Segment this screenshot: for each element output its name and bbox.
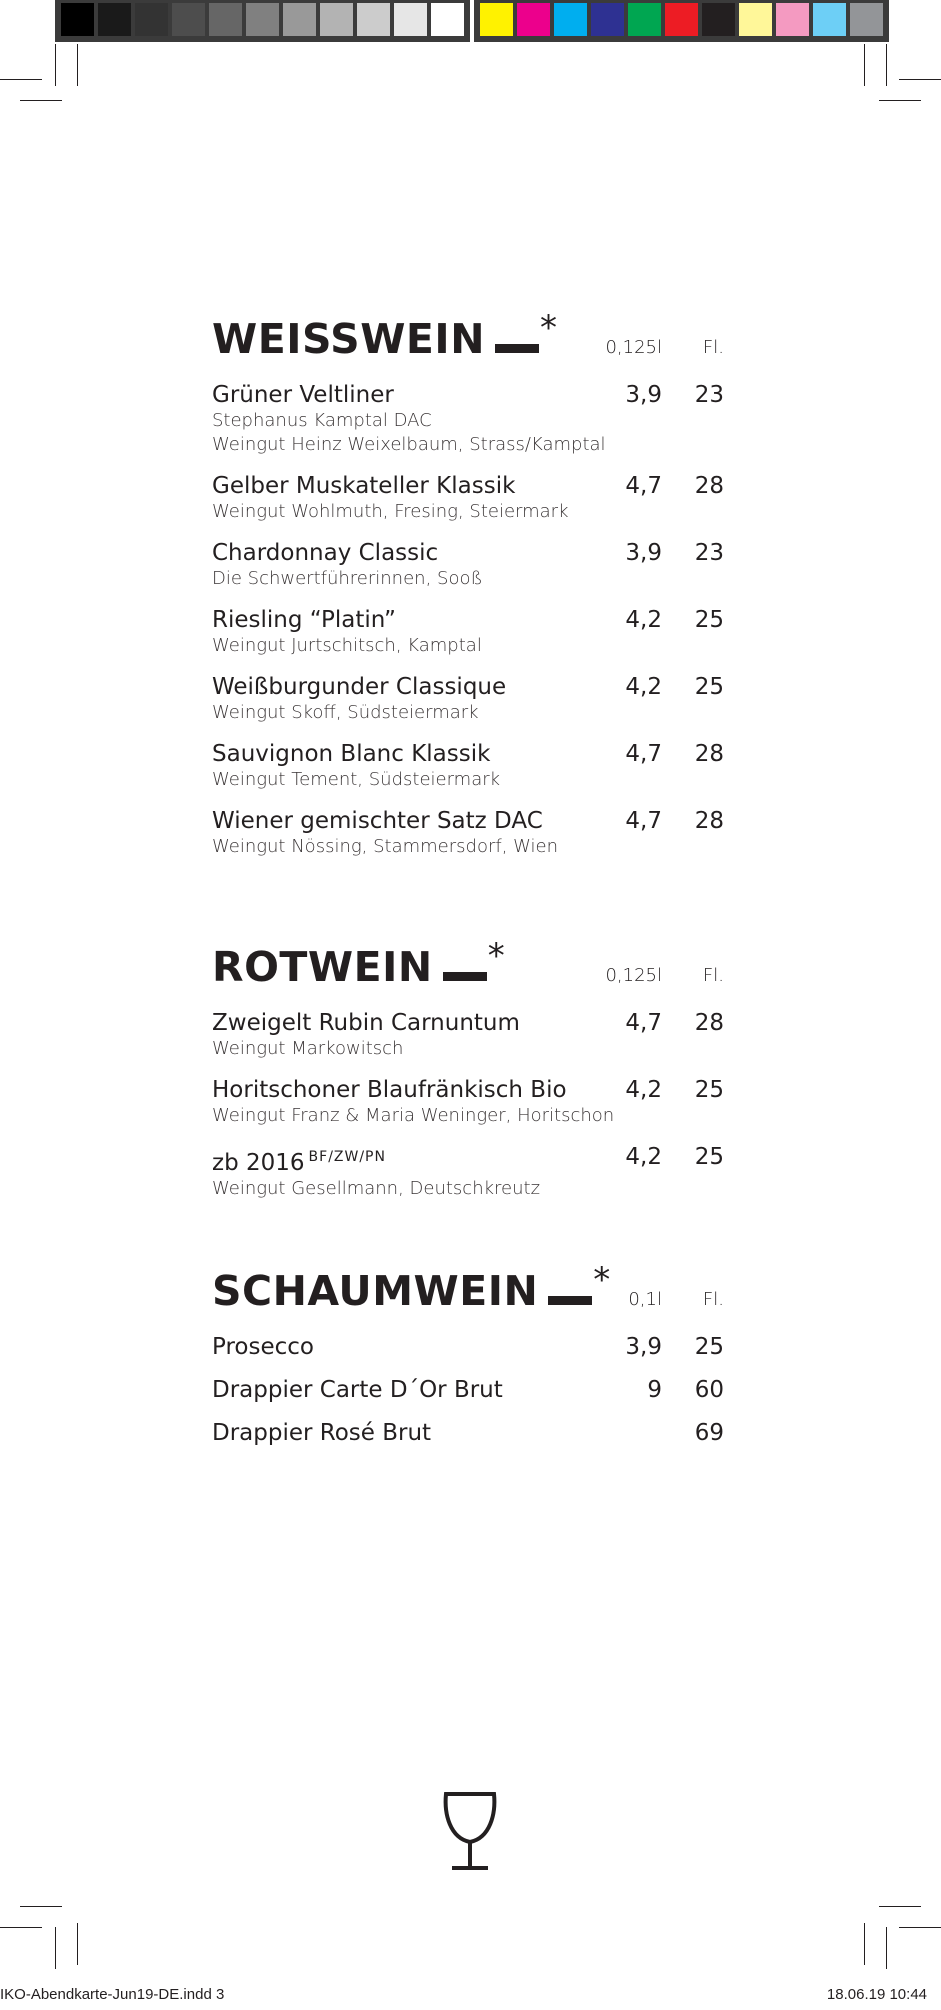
grayscale-color-bar [55, 0, 470, 42]
bottle-header: Fl. [702, 337, 724, 358]
color-swatch [172, 3, 205, 36]
bottle-price: 69 [694, 1420, 724, 1446]
bottle-price: 28 [694, 1010, 724, 1036]
color-swatch [813, 3, 846, 36]
glass-price: 4,7 [625, 1010, 662, 1036]
crop-mark [879, 100, 921, 101]
dash-mark [443, 972, 487, 981]
item-name-text: Sauvignon Blanc Klassik [212, 741, 491, 767]
asterisk: * [487, 936, 506, 976]
crop-mark [0, 79, 42, 80]
item-name-text: Weißburgunder Classique [212, 674, 507, 700]
menu-item [212, 606, 724, 658]
section-header [212, 310, 724, 366]
color-swatch [394, 3, 427, 36]
menu-item [212, 740, 724, 792]
bottle-header: Fl. [702, 965, 724, 986]
crop-mark [899, 79, 941, 80]
section-title [212, 308, 558, 363]
item-name-text: Riesling “Platin” [212, 607, 396, 633]
section-title-text: WEISSWEIN [212, 315, 486, 363]
menu-item [212, 807, 724, 859]
crop-mark [864, 44, 865, 86]
crop-mark [55, 44, 56, 86]
color-swatch [357, 3, 390, 36]
bottle-price: 28 [694, 808, 724, 834]
item-producer: Weingut Skoff, Südsteiermark [212, 702, 479, 723]
item-name-text: Grüner Veltliner [212, 382, 394, 408]
item-name-text: Prosecco [212, 1334, 314, 1360]
menu-item [212, 381, 724, 457]
item-name-text: Chardonnay Classic [212, 540, 439, 566]
color-swatch [320, 3, 353, 36]
menu-item [212, 1143, 724, 1201]
color-swatch [480, 3, 513, 36]
crop-mark [879, 1906, 921, 1907]
menu-item [212, 1376, 724, 1404]
bottle-price: 25 [694, 1144, 724, 1170]
menu-item [212, 1076, 724, 1128]
crop-mark [77, 1923, 78, 1965]
glass-price: 4,7 [625, 741, 662, 767]
item-producer: Stephanus Kamptal DAC [212, 410, 432, 431]
glass-price: 3,9 [625, 1334, 662, 1360]
bottle-price: 23 [694, 540, 724, 566]
process-color-bar [474, 0, 889, 42]
wine-glass-icon [440, 1790, 500, 1876]
section-header [212, 938, 724, 994]
glass-price: 4,2 [625, 1077, 662, 1103]
item-producer: Weingut Markowitsch [212, 1038, 404, 1059]
crop-mark [886, 44, 887, 86]
color-swatch [739, 3, 772, 36]
color-swatch [702, 3, 735, 36]
color-swatch [98, 3, 131, 36]
item-name-text: Drappier Rosé Brut [212, 1420, 432, 1446]
menu-section-rotwein [212, 938, 724, 1201]
glass-size-header: 0,125l [605, 337, 662, 358]
bottle-price: 25 [694, 1077, 724, 1103]
bottle-price: 28 [694, 741, 724, 767]
crop-mark [886, 1927, 887, 1969]
grape-abbrev: BF/ZW/PN [308, 1149, 386, 1165]
item-producer: Weingut Heinz Weixelbaum, Strass/Kamptal [212, 434, 606, 455]
section-title-text: SCHAUMWEIN [212, 1267, 539, 1315]
bottle-price: 25 [694, 674, 724, 700]
bottle-price: 25 [694, 607, 724, 633]
bottle-price: 28 [694, 473, 724, 499]
color-swatch [850, 3, 883, 36]
item-producer: Weingut Franz & Maria Weninger, Horitschon [212, 1105, 615, 1126]
file-slug: IKO-Abendkarte-Jun19-DE.indd 3 [0, 1986, 225, 2003]
bottle-header: Fl. [702, 1289, 724, 1310]
item-name-text: Wiener gemischter Satz DAC [212, 808, 543, 834]
crop-mark [899, 1927, 941, 1928]
crop-mark [20, 100, 62, 101]
color-swatch [776, 3, 809, 36]
color-swatch [517, 3, 550, 36]
color-swatch [61, 3, 94, 36]
glass-price: 4,7 [625, 808, 662, 834]
glass-price: 3,9 [625, 540, 662, 566]
crop-mark [55, 1927, 56, 1969]
color-swatch [431, 3, 464, 36]
color-swatch [628, 3, 661, 36]
glass-price: 3,9 [625, 382, 662, 408]
menu-item [212, 1333, 724, 1361]
item-producer: Weingut Wohlmuth, Fresing, Steiermark [212, 501, 569, 522]
asterisk: * [593, 1260, 611, 1300]
glass-price: 4,2 [625, 674, 662, 700]
section-title [212, 1260, 611, 1315]
item-producer: Die Schwertführerinnen, Sooß [212, 568, 483, 589]
color-swatch [283, 3, 316, 36]
color-swatch [246, 3, 279, 36]
dash-mark [495, 344, 539, 353]
item-name-text: Drappier Carte D´Or Brut [212, 1377, 503, 1403]
menu-section-schaumwein [212, 1262, 724, 1447]
color-swatch [554, 3, 587, 36]
bottle-price: 60 [694, 1377, 724, 1403]
item-producer: Weingut Tement, Südsteiermark [212, 769, 501, 790]
color-swatch [591, 3, 624, 36]
dash-mark [548, 1296, 592, 1305]
glass-price: 9 [647, 1377, 662, 1403]
item-name-text: Horitschoner Blaufränkisch Bio [212, 1077, 567, 1103]
crop-mark [77, 44, 78, 86]
menu-item [212, 1009, 724, 1061]
crop-mark [864, 1923, 865, 1965]
bottle-price: 23 [694, 382, 724, 408]
section-header [212, 1262, 724, 1318]
item-name-text: Zweigelt Rubin Carnuntum [212, 1010, 520, 1036]
menu-item [212, 539, 724, 591]
crop-mark [0, 1927, 42, 1928]
color-swatch [665, 3, 698, 36]
item-producer: Weingut Gesellmann, Deutschkreutz [212, 1178, 541, 1199]
glass-price: 4,2 [625, 1144, 662, 1170]
section-title [212, 936, 506, 991]
asterisk: * [540, 308, 558, 348]
item-name [212, 1419, 724, 1447]
glass-price: 4,2 [625, 607, 662, 633]
glass-size-header: 0,1l [628, 1289, 662, 1310]
glass-size-header: 0,125l [605, 965, 662, 986]
menu-item [212, 673, 724, 725]
menu-item [212, 472, 724, 524]
item-name-text: Gelber Muskateller Klassik [212, 473, 516, 499]
item-producer: Weingut Jurtschitsch, Kamptal [212, 635, 482, 656]
menu-section-weisswein [212, 310, 724, 859]
print-date: 18.06.19 10:44 [826, 1986, 927, 2003]
bottle-price: 25 [694, 1334, 724, 1360]
glass-price: 4,7 [625, 473, 662, 499]
color-swatch [135, 3, 168, 36]
section-title-text: ROTWEIN [212, 943, 433, 991]
item-producer: Weingut Nössing, Stammersdorf, Wien [212, 836, 559, 857]
crop-mark [20, 1906, 62, 1907]
color-swatch [209, 3, 242, 36]
menu-item [212, 1419, 724, 1447]
item-name-text: zb 2016 [212, 1150, 305, 1176]
